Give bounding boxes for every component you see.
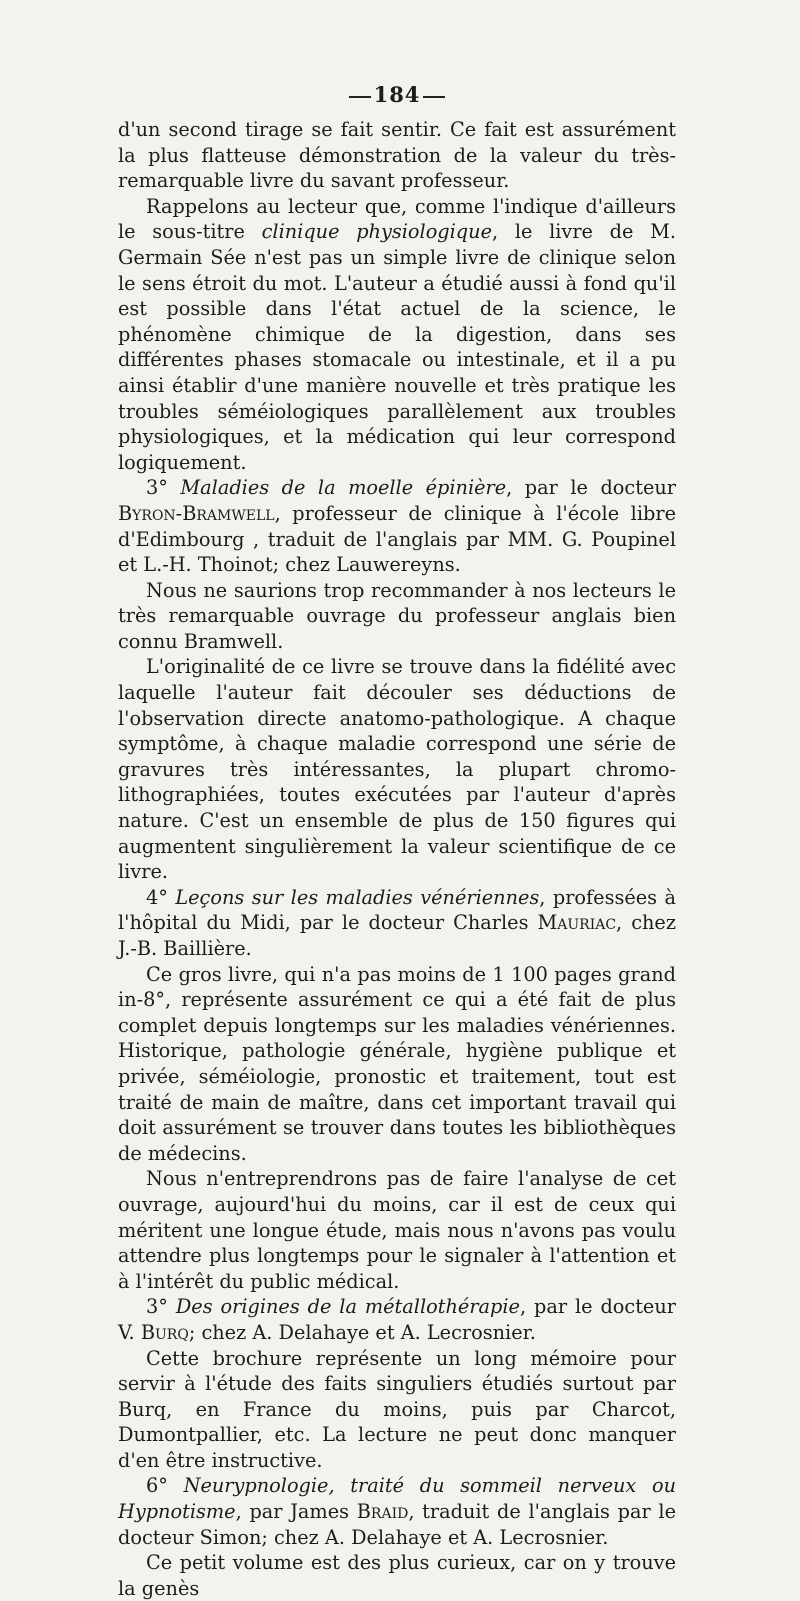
paragraph-ce-petit-volume [118, 1550, 676, 1601]
paragraph-text: , professées à l'hôpital du Midi, par le docteur Charles [118, 885, 676, 935]
paragraph-text: ; chez A. Delahaye et A. Lecrosnier. [188, 1320, 536, 1344]
paragraph-text: , par James [235, 1500, 357, 1524]
paragraph-rappelons [118, 194, 676, 476]
book-title-text: Maladies de la moelle épinière [180, 476, 507, 500]
book-title-text: Neurypnologie, traité du sommeil nerveux ou Hypnotisme [118, 1474, 676, 1524]
author-name-text: Braid [356, 1500, 409, 1524]
book-title-text: clinique physiologique [261, 220, 492, 244]
page-number-dash-right [423, 96, 445, 98]
paragraph-text: Nous n'entreprendrons pas de faire l'analyse de cet ouvrage, aujourd'hui du moins, car il est de ceux qui méritent une longue étude, mais nous n'avons pas voulu attendre plus longtemps pour le signaler à l'attention et à l'intérêt du public médical. [118, 1167, 676, 1293]
paragraph-item-4-lecons [118, 885, 676, 962]
paragraph-text: , le livre de M. Germain Sée n'est pas un simple livre de clinique selon le sens étroit du mot. L'auteur a étudié aussi à fond qu'il est possible dans l'état actuel de la science, le phénomène chimique de la digestion, dans ses différentes phases stomacale ou intestinale, et il a pu ainsi établir d'une manière nouvelle et très pratique les troubles séméiologiques parallèlement aux troubles physiologiques, et la médication qui leur correspond logiquement. [118, 220, 676, 474]
paragraph-text: , par le docteur [506, 476, 676, 500]
paragraph-text: Cette brochure représente un long mémoire pour servir à l'étude des faits singuliers étudiés surtout par Burq, en France du moins, puis par Charcot, Dumontpallier, etc. La lecture ne peut donc manquer d'en être instructive. [118, 1346, 676, 1472]
paragraph-text: 3° [146, 476, 181, 500]
page-number-dash-left [349, 96, 371, 98]
paragraph-text: , chez J.-B. Baillière. [118, 911, 676, 960]
paragraph-text: 3° [146, 1295, 176, 1319]
paragraph-ce-gros-livre [118, 962, 676, 1167]
paragraph-text: L'originalité de ce livre se trouve dans la fidélité avec laquelle l'auteur fait découler ses déductions de l'observation directe anatomo-pathologique. A chaque symptôme, à chaque maladie correspond une série de gravures très intéressantes, la plupart chromo-lithographiées, toutes exécutées par l'auteur d'après nature. C'est un ensemble de plus de 150 figures qui augmentent singulièrement la valeur scientifique de ce livre. [118, 655, 676, 884]
page-number-text: 184 [373, 82, 421, 107]
paragraph-nous-ne-saurions [118, 578, 676, 655]
paragraph-text: Rappelons au lecteur que, comme l'indique d'ailleurs le sous-titre [118, 194, 676, 244]
paragraph-item-6-neurypnologie [118, 1473, 676, 1550]
paragraph-continuation [118, 117, 676, 194]
paragraph-text: , professeur de clinique à l'école libre d'Edimbourg , traduit de l'anglais par MM. G. Poupinel et L.-H. Thoinot; chez Lauwereyns. [118, 501, 676, 577]
author-name-text: Byron-Bramwell [118, 501, 275, 525]
paragraph-cette-brochure [118, 1346, 676, 1474]
paragraph-text: , traduit de l'anglais par le docteur Simon; chez A. Delahaye et A. Lecrosnier. [118, 1500, 676, 1549]
paragraph-item-3-maladies [118, 475, 676, 577]
paragraph-item-3-origines [118, 1294, 676, 1345]
paragraph-text: Ce gros livre, qui n'a pas moins de 1 100 pages grand in-8°, représente assurément ce qui a été fait de plus complet depuis longtemps sur les maladies vénériennes. Historique, pathologie générale, hygiène publique et privée, séméiologie, pronostic et traitement, tout est traité de main de maître, dans cet important travail qui doit assurément se trouver dans toutes les bibliothèques de médecins. [118, 962, 676, 1165]
book-title-text: Des origines de la métallothérapie [175, 1295, 520, 1319]
page-number [118, 82, 676, 107]
paragraph-text: , par le docteur V. [118, 1295, 676, 1344]
paragraph-text: Nous ne saurions trop recommander à nos lecteurs le très remarquable ouvrage du professeur anglais bien connu Bramwell. [118, 578, 676, 653]
paragraph-text: 6° [146, 1474, 184, 1498]
paragraph-text: d'un second tirage se fait sentir. Ce fait est assurément la plus flatteuse démonstration de la valeur du très-remarquable livre du savant professeur. [118, 118, 676, 193]
paragraph-text: Ce petit volume est des plus curieux, car on y trouve la genès [118, 1551, 676, 1600]
paragraph-originalite [118, 654, 676, 884]
author-name-text: Burq [140, 1320, 189, 1344]
author-name-text: Mauriac [537, 911, 617, 935]
book-title-text: Leçons sur les maladies vénériennes [175, 885, 540, 909]
paragraph-nous-nentreprendrons [118, 1166, 676, 1294]
paragraph-text: 4° [146, 885, 176, 909]
body-text [118, 117, 676, 1601]
